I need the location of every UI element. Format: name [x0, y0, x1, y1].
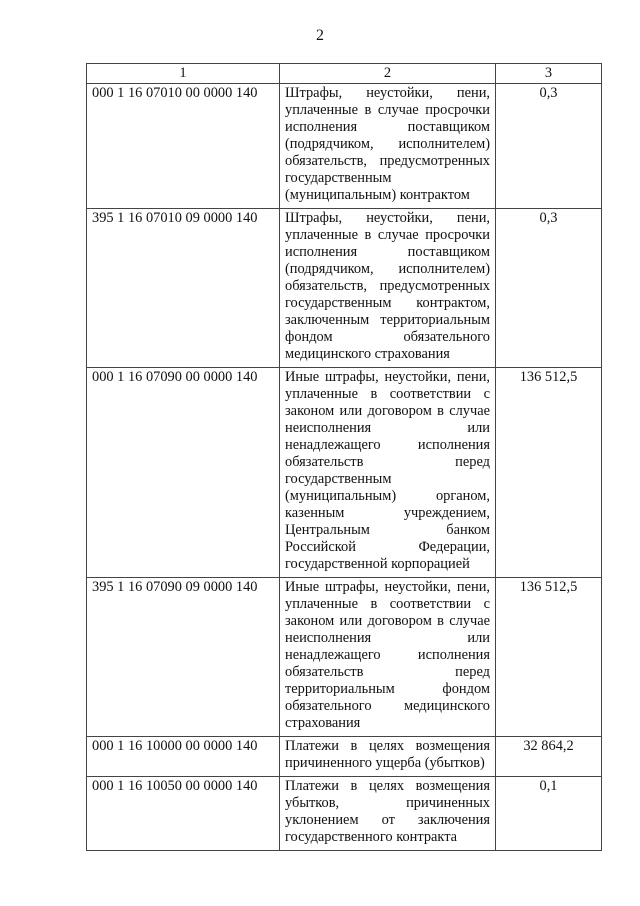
- amount-cell: 136 512,5: [496, 368, 602, 578]
- column-header-code: 1: [87, 64, 280, 84]
- budget-code-cell: 395 1 16 07010 09 0000 140: [87, 209, 280, 368]
- table-row: [87, 368, 602, 578]
- amount-cell: 136 512,5: [496, 578, 602, 737]
- table-row: [87, 578, 602, 737]
- revenue-name-cell: Иные штрафы, неустойки, пени, уплаченные в соответствии с законом или договором в случае неисполнения или ненадлежащего исполнения обязательств перед государственным (муниципальным) органом, казенным учреждением, Центральным банком Российской Федерации, государственной корпорацией: [280, 368, 496, 578]
- revenue-name-cell: Платежи в целях возмещения убытков, причиненных уклонением от заключения государственного контракта: [280, 777, 496, 851]
- budget-code-cell: 000 1 16 10050 00 0000 140: [87, 777, 280, 851]
- budget-code-cell: 395 1 16 07090 09 0000 140: [87, 578, 280, 737]
- budget-code-cell: 000 1 16 07010 00 0000 140: [87, 84, 280, 209]
- revenue-name-cell: Платежи в целях возмещения причиненного ущерба (убытков): [280, 737, 496, 777]
- revenue-name-cell: Иные штрафы, неустойки, пени, уплаченные в соответствии с законом или договором в случае неисполнения или ненадлежащего исполнения обязательств перед территориальным фондом обязательного медицинского страхования: [280, 578, 496, 737]
- table-row: [87, 84, 602, 209]
- budget-code-cell: 000 1 16 10000 00 0000 140: [87, 737, 280, 777]
- page-number: 2: [316, 27, 324, 44]
- column-header-name: 2: [280, 64, 496, 84]
- amount-cell: 32 864,2: [496, 737, 602, 777]
- amount-cell: 0,1: [496, 777, 602, 851]
- table-row: [87, 777, 602, 851]
- table-row: [87, 209, 602, 368]
- table-header-row: [87, 64, 602, 84]
- table-row: [87, 737, 602, 777]
- revenue-name-cell: Штрафы, неустойки, пени, уплаченные в случае просрочки исполнения поставщиком (подрядчиком, исполнителем) обязательств, предусмотренных государственным контрактом, заключенным территориальным фондом обязательного медицинского страхования: [280, 209, 496, 368]
- revenue-name-cell: Штрафы, неустойки, пени, уплаченные в случае просрочки исполнения поставщиком (подрядчиком, исполнителем) обязательств, предусмотренных государственным (муниципальным) контрактом: [280, 84, 496, 209]
- column-header-amount: 3: [496, 64, 602, 84]
- amount-cell: 0,3: [496, 209, 602, 368]
- amount-cell: 0,3: [496, 84, 602, 209]
- revenue-table: [86, 63, 602, 851]
- budget-code-cell: 000 1 16 07090 00 0000 140: [87, 368, 280, 578]
